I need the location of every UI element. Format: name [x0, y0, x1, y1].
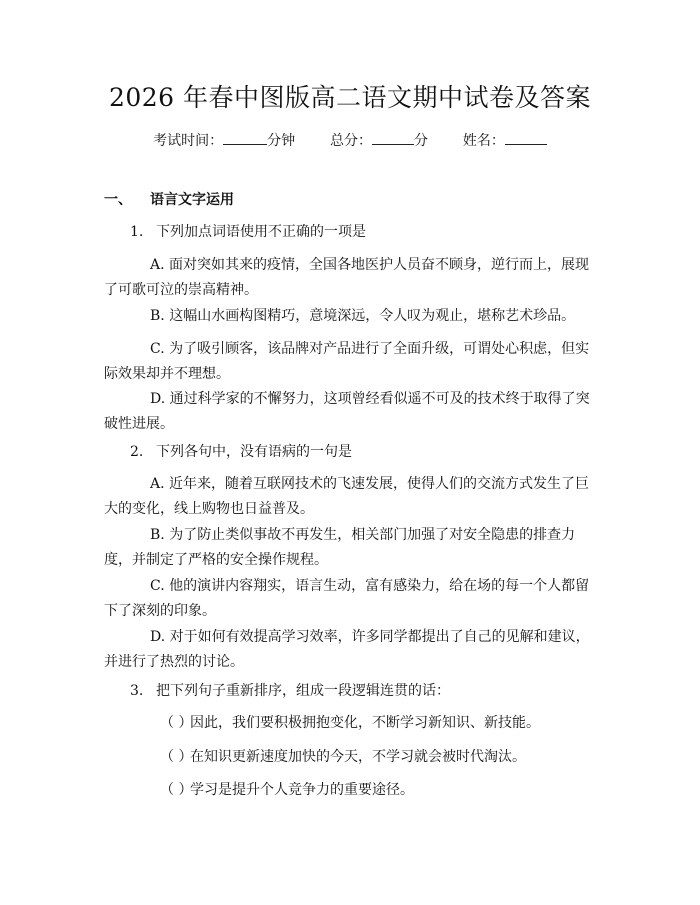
- question-3: [104, 679, 596, 704]
- total-score-blank[interactable]: [372, 130, 414, 145]
- sentence-item: [104, 745, 596, 770]
- order-blank[interactable]: （ ）: [160, 782, 193, 798]
- order-blank[interactable]: （ ）: [160, 715, 193, 731]
- option-1b[interactable]: [104, 304, 596, 329]
- option-2c[interactable]: [104, 574, 596, 624]
- option-line: 大的变化，线上购物也日益普及。: [104, 501, 314, 517]
- sentence-item: [104, 778, 596, 803]
- option-line: D. 对于如何有效提高学习效率，许多同学都提出了自己的见解和建议，: [150, 629, 590, 645]
- exam-time-blank[interactable]: [223, 130, 267, 145]
- exam-time-unit: 分钟: [267, 133, 296, 149]
- option-1d[interactable]: [104, 387, 596, 437]
- option-2a[interactable]: [104, 472, 596, 522]
- section-number: 一、: [104, 192, 132, 208]
- section-heading: [104, 190, 234, 210]
- option-line: B. 为了防止类似事故不再发生，相关部门加强了对安全隐患的排查力: [150, 527, 576, 543]
- option-2d[interactable]: [104, 625, 596, 675]
- name-field: [463, 130, 547, 151]
- question-text: 下列各句中，没有语病的一句是: [156, 444, 352, 460]
- question-2: [104, 440, 596, 465]
- total-score-label: 总分：: [330, 133, 372, 149]
- option-line: 下了深刻的印象。: [104, 603, 216, 619]
- question-number: 2.: [130, 444, 144, 460]
- exam-time-field: [153, 130, 295, 151]
- question-1: [104, 220, 596, 245]
- option-line: 际效果却并不理想。: [104, 366, 230, 382]
- section-title: 语言文字运用: [150, 192, 234, 208]
- option-line: B. 这幅山水画构图精巧，意境深远，令人叹为观止，堪称艺术珍品。: [150, 308, 576, 324]
- question-number: 3.: [130, 683, 144, 699]
- question-text: 把下列句子重新排序，组成一段逻辑连贯的话：: [156, 683, 450, 699]
- option-1a[interactable]: [104, 253, 596, 303]
- option-line: D. 通过科学家的不懈努力，这项曾经看似遥不可及的技术终于取得了突: [150, 391, 590, 407]
- exam-time-label: 考试时间：: [153, 133, 224, 149]
- total-score-field: [330, 130, 428, 151]
- exam-info-line: [0, 130, 700, 151]
- question-stem: [104, 440, 596, 465]
- option-line: 了可歌可泣的崇高精神。: [104, 282, 258, 298]
- option-line: C. 为了吸引顾客，该品牌对产品进行了全面升级，可谓处心积虑，但实: [150, 341, 590, 357]
- option-line: 破性进展。: [104, 416, 174, 432]
- question-stem: [104, 220, 596, 245]
- page-title: 2026 年春中图版高二语文期中试卷及答案: [108, 83, 592, 112]
- option-line: A. 面对突如其来的疫情，全国各地医护人员奋不顾身，逆行而上，展现: [150, 257, 590, 273]
- sentence-text: 因此，我们要积极拥抱变化，不断学习新知识、新技能。: [190, 715, 540, 731]
- sentence-text: 在知识更新速度加快的今天，不学习就会被时代淘汰。: [190, 749, 526, 765]
- option-line: C. 他的演讲内容翔实，语言生动，富有感染力，给在场的每一个人都留: [150, 578, 590, 594]
- name-label: 姓名：: [462, 133, 505, 149]
- option-line: 并进行了热烈的讨论。: [104, 654, 244, 670]
- order-blank[interactable]: （ ）: [160, 749, 193, 765]
- option-1c[interactable]: [104, 337, 596, 387]
- option-line: 度，并制定了严格的安全操作规程。: [104, 552, 328, 568]
- sentence-item: [104, 711, 596, 736]
- name-blank[interactable]: [505, 130, 547, 145]
- option-line: A. 近年来，随着互联网技术的飞速发展，使得人们的交流方式发生了巨: [150, 476, 590, 492]
- total-score-unit: 分: [414, 133, 428, 149]
- option-2b[interactable]: [104, 523, 596, 573]
- question-text: 下列加点词语使用不正确的一项是: [156, 224, 366, 240]
- question-stem: [104, 679, 596, 704]
- question-number: 1.: [130, 224, 144, 240]
- sentence-text: 学习是提升个人竞争力的重要途径。: [190, 782, 414, 798]
